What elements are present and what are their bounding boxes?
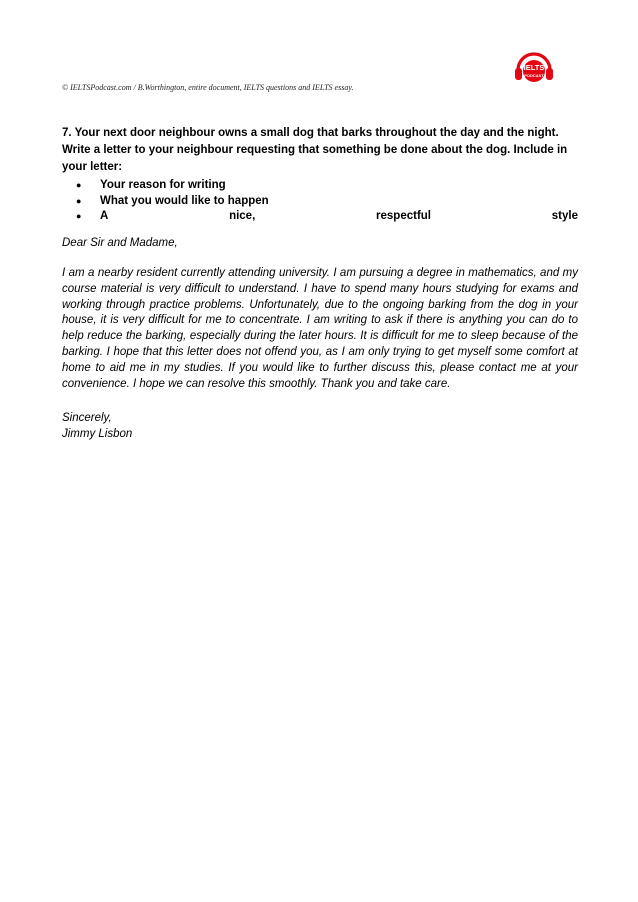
letter-body: I am a nearby resident currently attending university. I am pursuing a degree in mathematics, and my course material is very difficult to understand. I have to spend many hours studying for exams and working through practice problems. Unfortunately, due to the ongoing barking from the dog in your house, it is very difficult for me to concentrate. I am writing to ask if there is anything you can do to help reduce the barking, especially during the later hours. It is difficult for me to sleep because of the barking. I hope that this letter does not offend you, as I am only trying to get myself some comfort at home to aid me in my studies. If you would like to further discuss this, please contact me at your convenience. I hope we can resolve this smoothly. Thank you and take care. [62, 267, 578, 390]
bullet-text: Your reason for writing [100, 179, 226, 191]
list-item [76, 209, 578, 225]
bullet-word: nice, [229, 210, 256, 222]
bullet-text-justified [100, 209, 578, 225]
bullet-word: respectful [376, 210, 431, 222]
header-credit: © IELTSPodcast.com / B.Worthington, entire document, IELTS questions and IELTS essay. [62, 83, 354, 92]
letter-signature: Jimmy Lisbon [62, 427, 133, 440]
bullet-text: What you would like to happen [100, 194, 269, 207]
task-prompt: 7. Your next door neighbour owns a small dog that barks throughout the day and the night. Write a letter to your neighbour requesting that something be done about the dog. Include in your letter: [62, 127, 568, 173]
task-bullet-list [76, 178, 578, 225]
ielts-podcast-logo [512, 46, 556, 86]
list-item [76, 194, 578, 210]
bullet-word: style [551, 210, 578, 222]
letter-signoff: Sincerely, [62, 412, 112, 424]
list-item [76, 178, 578, 194]
logo-text-line1: IELTS [523, 63, 545, 72]
letter-closing [62, 411, 578, 443]
bullet-word: A [100, 210, 109, 222]
letter-salutation: Dear Sir and Madame, [62, 237, 178, 249]
bullet-icon: ● [76, 195, 82, 206]
bullet-icon: ● [76, 211, 82, 221]
bullet-icon: ● [76, 180, 82, 190]
headphones-logo-icon [512, 46, 556, 86]
logo-text-line2: PODCAST [524, 73, 544, 78]
